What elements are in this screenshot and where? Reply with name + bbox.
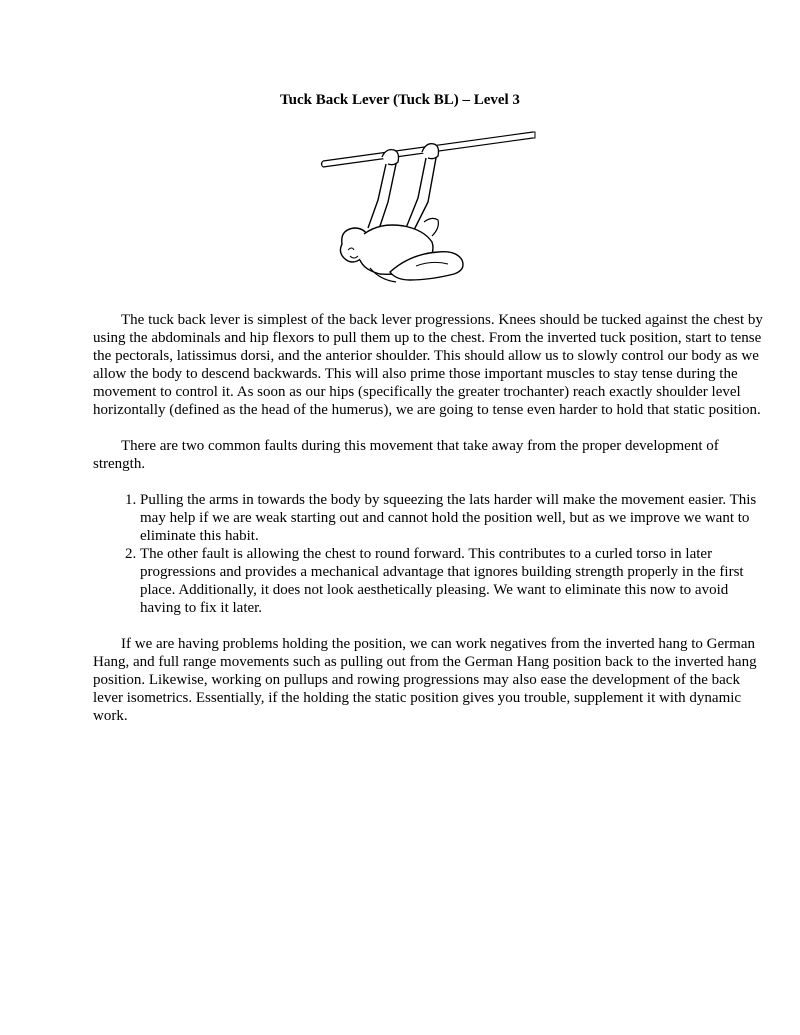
- body-text: [93, 311, 763, 743]
- intro-paragraph: The tuck back lever is simplest of the back lever progressions. Knees should be tucked against the chest by using the abdominals and hip flexors to pull them up to the chest. From the inverted tuck position, start to tense the pectorals, latissimus dorsi, and the anterior shoulder. This should allow us to slowly control our body as we allow the body to descend backwards. This will also prime those important muscles to stay tense during the movement to control it. As soon as our hips (specifically the greater trochanter) reach exactly shoulder level horizontally (defined as the head of the humerus), we are going to tense even harder to hold that static position.: [93, 312, 763, 418]
- page-title: Tuck Back Lever (Tuck BL) – Level 3: [280, 92, 520, 108]
- faults-list: [93, 491, 763, 617]
- closing-paragraph: If we are having problems holding the position, we can work negatives from the inverted hang to German Hang, and full range movements such as pulling out from the German Hang position back to the inverted hang position. Likewise, working on pullups and rowing progressions may also ease the development of the back lever isometrics. Essentially, if the holding the static position gives you trouble, supplement it with dynamic work.: [93, 636, 757, 724]
- tuck-back-lever-illustration: [320, 124, 536, 290]
- faults-intro-paragraph: There are two common faults during this movement that take away from the proper development of strength.: [93, 438, 719, 472]
- list-item: 1. Pulling the arms in towards the body by squeezing the lats harder will make the movement easier. This may help if we are weak starting out and cannot hold the position well, but as we improve we want to eliminate this habit.: [140, 491, 763, 545]
- list-item: 2. The other fault is allowing the chest to round forward. This contributes to a curled torso in later progressions and provides a mechanical advantage that ignores building strength properly in the first place. Additionally, it does not look aesthetically pleasing. We want to eliminate this now to avoid having to fix it later.: [140, 545, 763, 617]
